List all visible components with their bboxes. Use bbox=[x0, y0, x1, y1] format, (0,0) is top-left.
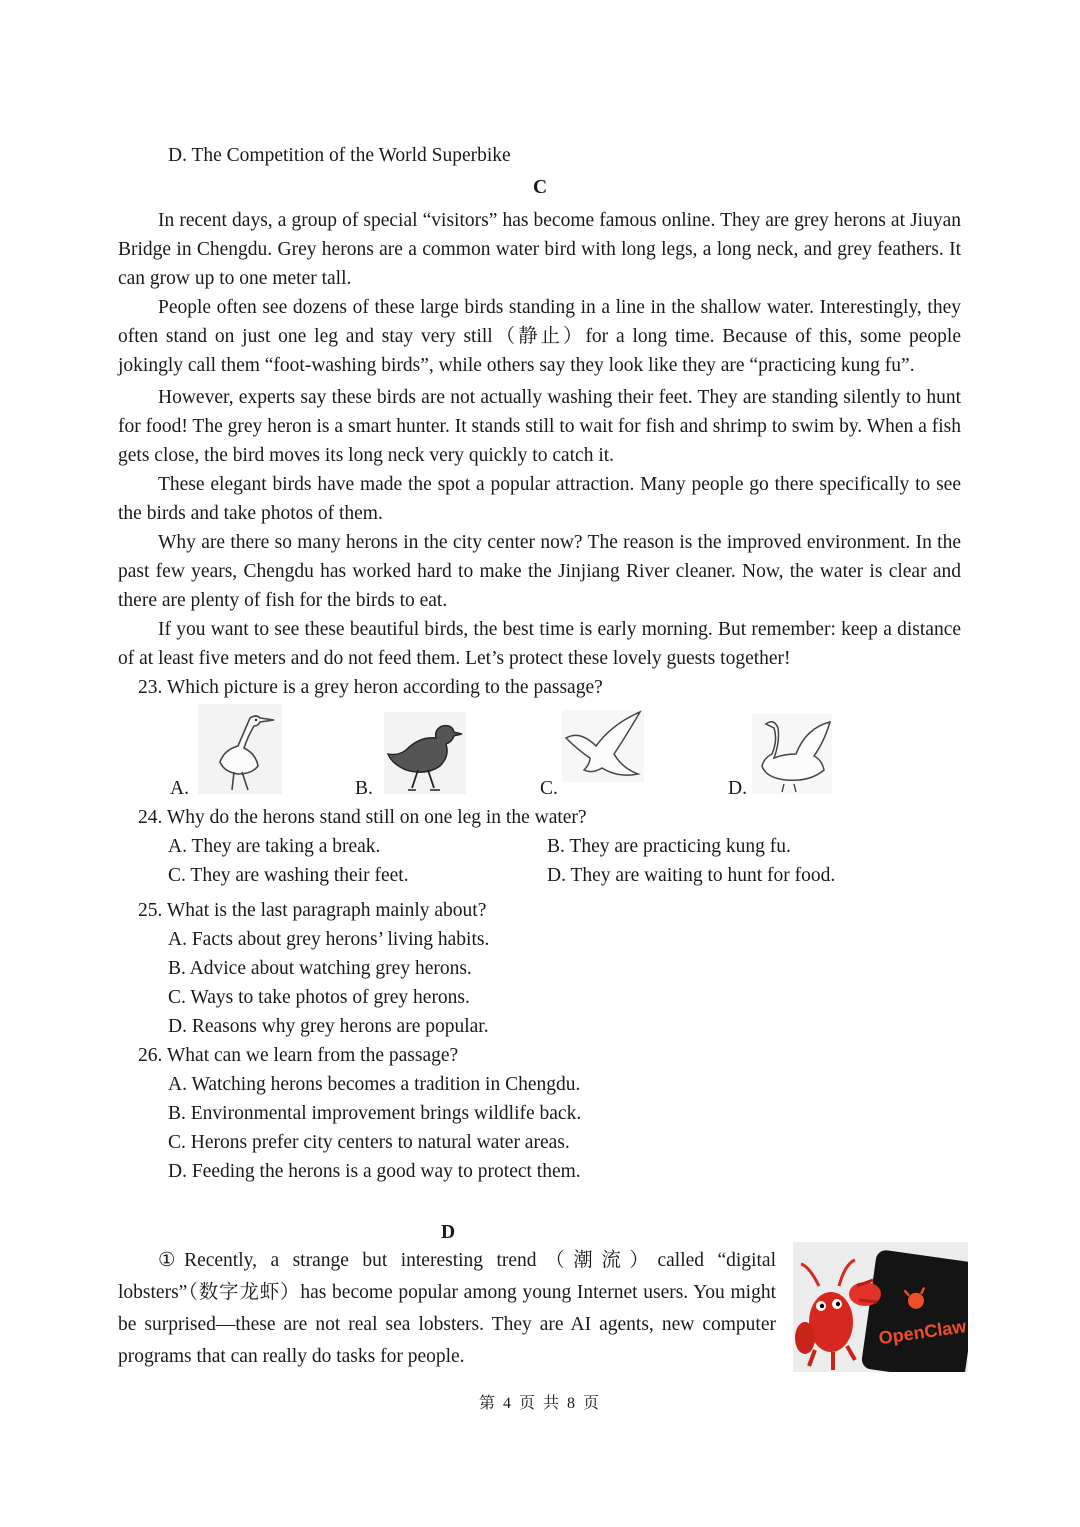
section-c-paragraph-6: If you want to see these beautiful birds, the best time is early morning. But remember: keep a distance of at least five meters and do not feed them. Let’s protect these lovely guests together! bbox=[118, 619, 961, 670]
section-d-paragraph-1: ①Recently, a strange but interesting trend（潮流）called “digital lobsters”（数字龙虾）has become popular among young Internet users. You might be surprised—these are not real sea lobsters. They are AI agents, new computer programs that can really do tasks for people. bbox=[118, 1250, 776, 1367]
q25-option-b: B. Advice about watching grey herons. bbox=[168, 958, 472, 979]
q24-option-c: C. They are washing their feet. bbox=[168, 865, 409, 886]
heron-icon bbox=[198, 704, 282, 794]
digital-lobster-image bbox=[793, 1242, 968, 1372]
q24-option-a: A. They are taking a break. bbox=[168, 836, 381, 857]
q23-label-c: C. bbox=[540, 778, 558, 799]
section-c-heading: C bbox=[532, 177, 548, 198]
question-25-stem: 25. What is the last paragraph mainly about? bbox=[138, 900, 487, 921]
q25-option-c: C. Ways to take photos of grey herons. bbox=[168, 987, 470, 1008]
section-c-paragraph-4: These elegant birds have made the spot a popular attraction. Many people go there specifically to see the birds and take photos of them. bbox=[118, 474, 961, 525]
swan-icon bbox=[752, 714, 832, 794]
q25-option-a: A. Facts about grey herons’ living habits. bbox=[168, 929, 490, 950]
q26-option-b: B. Environmental improvement brings wildlife back. bbox=[168, 1103, 582, 1124]
openclaw-logo-text: OpenClaw bbox=[877, 1316, 968, 1349]
prev-option-d: D. The Competition of the World Superbike bbox=[168, 145, 511, 166]
q26-option-d: D. Feeding the herons is a good way to protect them. bbox=[168, 1161, 581, 1182]
q23-label-b: B. bbox=[355, 778, 373, 799]
section-c-paragraph-1: In recent days, a group of special “visitors” has become famous online. They are grey herons at Jiuyan Bridge in Chengdu. Grey herons are a common water bird with long legs, a long neck, and grey feathers. It can grow up to one meter tall. bbox=[118, 210, 961, 290]
moorhen-icon bbox=[384, 712, 466, 794]
section-c-paragraph-3: However, experts say these birds are not actually washing their feet. They are standing silently to hunt for food! The grey heron is a smart hunter. It stands still to wait for fish and shrimp to swim by. When a fish gets close, the bird moves its long neck very quickly to catch it. bbox=[118, 387, 961, 467]
q23-label-a: A. bbox=[170, 778, 189, 799]
q25-option-d: D. Reasons why grey herons are popular. bbox=[168, 1016, 489, 1037]
question-24-stem: 24. Why do the herons stand still on one leg in the water? bbox=[138, 807, 587, 828]
q24-option-d: D. They are waiting to hunt for food. bbox=[547, 865, 836, 886]
page-footer: 第 4 页 共 8 页 bbox=[478, 1395, 601, 1412]
gull-icon bbox=[562, 710, 644, 782]
q26-option-c: C. Herons prefer city centers to natural water areas. bbox=[168, 1132, 570, 1153]
q23-label-d: D. bbox=[728, 778, 747, 799]
section-c-paragraph-2: People often see dozens of these large birds standing in a line in the shallow water. Interestingly, they often stand on just one leg and stay very still（静止）for a long time. Because of this, some people jokingly call them “foot-washing birds”, while others say they look like they are “practicing kung fu”. bbox=[118, 297, 961, 377]
section-d-heading: D bbox=[440, 1222, 456, 1243]
question-23-stem: 23. Which picture is a grey heron according to the passage? bbox=[138, 677, 603, 698]
question-26-stem: 26. What can we learn from the passage? bbox=[138, 1045, 459, 1066]
q26-option-a: A. Watching herons becomes a tradition in Chengdu. bbox=[168, 1074, 581, 1095]
q24-option-b: B. They are practicing kung fu. bbox=[547, 836, 791, 857]
section-c-paragraph-5: Why are there so many herons in the city center now? The reason is the improved environment. In the past few years, Chengdu has worked hard to make the Jinjiang River cleaner. Now, the water is clear and there are plenty of fish for the birds to eat. bbox=[118, 532, 961, 612]
